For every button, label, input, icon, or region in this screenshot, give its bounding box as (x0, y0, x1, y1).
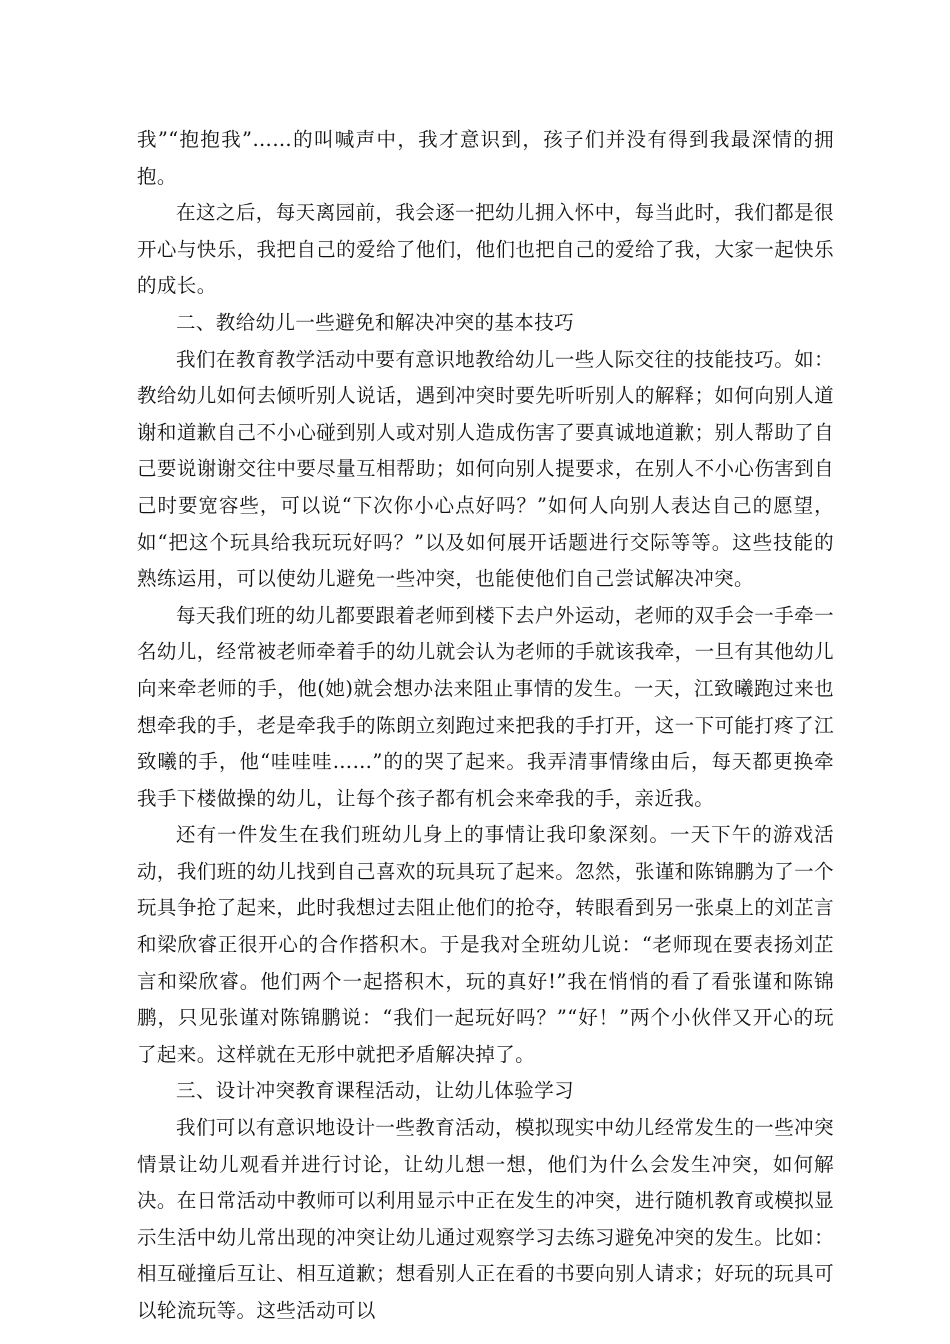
section-heading: 二、教给幼儿一些避免和解决冲突的基本技巧 (176, 310, 575, 334)
paragraph-body: 每天我们班的幼儿都要跟着老师到楼下去户外运动，老师的双手会一手牵一名幼儿，经常被老师牵着手的幼儿就会认为老师的手就该我牵，一旦有其他幼儿向来牵老师的手，他(她)就会想办法来阻止事情的发生。一天，江致曦跑过来也想牵我的手，老是牵我手的陈朗立刻跑过来把我的手打开，这一下可能打疼了江致曦的手，他“哇哇哇……”的的哭了起来。我弄清事情缘由后，每天都更换牵我手下楼做操的幼儿，让每个孩子都有机会来牵我的手，亲近我。 (137, 603, 834, 810)
paragraph-body: 还有一件发生在我们班幼儿身上的事情让我印象深刻。一天下午的游戏活动，我们班的幼儿找到自己喜欢的玩具玩了起来。忽然，张谨和陈锦鹏为了一个玩具争抢了起来，此时我想过去阻止他们的抢夺，转眼看到另一张桌上的刘芷言和梁欣睿正很开心的合作搭积木。于是我对全班幼儿说：“老师现在要表扬刘芷言和梁欣睿。他们两个一起搭积木，玩的真好!”我在悄悄的看了看张谨和陈锦鹏，只见张谨对陈锦鹏说：“我们一起玩好吗？”“好！”两个小伙伴又开心的玩了起来。这样就在无形中就把矛盾解决掉了。 (137, 823, 834, 1066)
document-body (137, 122, 834, 1330)
paragraph-body: 我们可以有意识地设计一些教育活动，模拟现实中幼儿经常发生的一些冲突情景让幼儿观看并进行讨论，让幼儿想一想，他们为什么会发生冲突，如何解决。在日常活动中教师可以利用显示中正在发生的冲突，进行随机教育或模拟显示生活中幼儿常出现的冲突让幼儿通过观察学习去练习避免冲突的发生。比如：相互碰撞后互让、相互道歉；想看别人正在看的书要向别人请求；好玩的玩具可以轮流玩等。这些活动可以 (137, 1116, 834, 1322)
paragraph-continuation: 我”“抱抱我”……的叫喊声中，我才意识到，孩子们并没有得到我最深情的拥抱。 (137, 128, 834, 188)
paragraph-body: 我们在教育教学活动中要有意识地教给幼儿一些人际交往的技能技巧。如：教给幼儿如何去倾听别人说话，遇到冲突时要先听听别人的解释；如何向别人道谢和道歉自己不小心碰到别人或对别人造成伤害了要真诚地道歉；别人帮助了自己要说谢谢交往中要尽量互相帮助；如何向别人提要求，在别人不小心伤害到自己时要宽容些，可以说“下次你小心点好吗？”如何人向别人表达自己的愿望，如“把这个玩具给我玩玩好吗？”以及如何展开话题进行交际等等。这些技能的熟练运用，可以使幼儿避免一些冲突，也能使他们自己尝试解决冲突。 (137, 347, 834, 591)
paragraph-body: 在这之后，每天离园前，我会逐一把幼儿拥入怀中，每当此时，我们都是很开心与快乐，我把自己的爱给了他们，他们也把自己的爱给了我，大家一起快乐的成长。 (137, 201, 834, 298)
section-heading: 三、设计冲突教育课程活动，让幼儿体验学习 (176, 1079, 575, 1103)
